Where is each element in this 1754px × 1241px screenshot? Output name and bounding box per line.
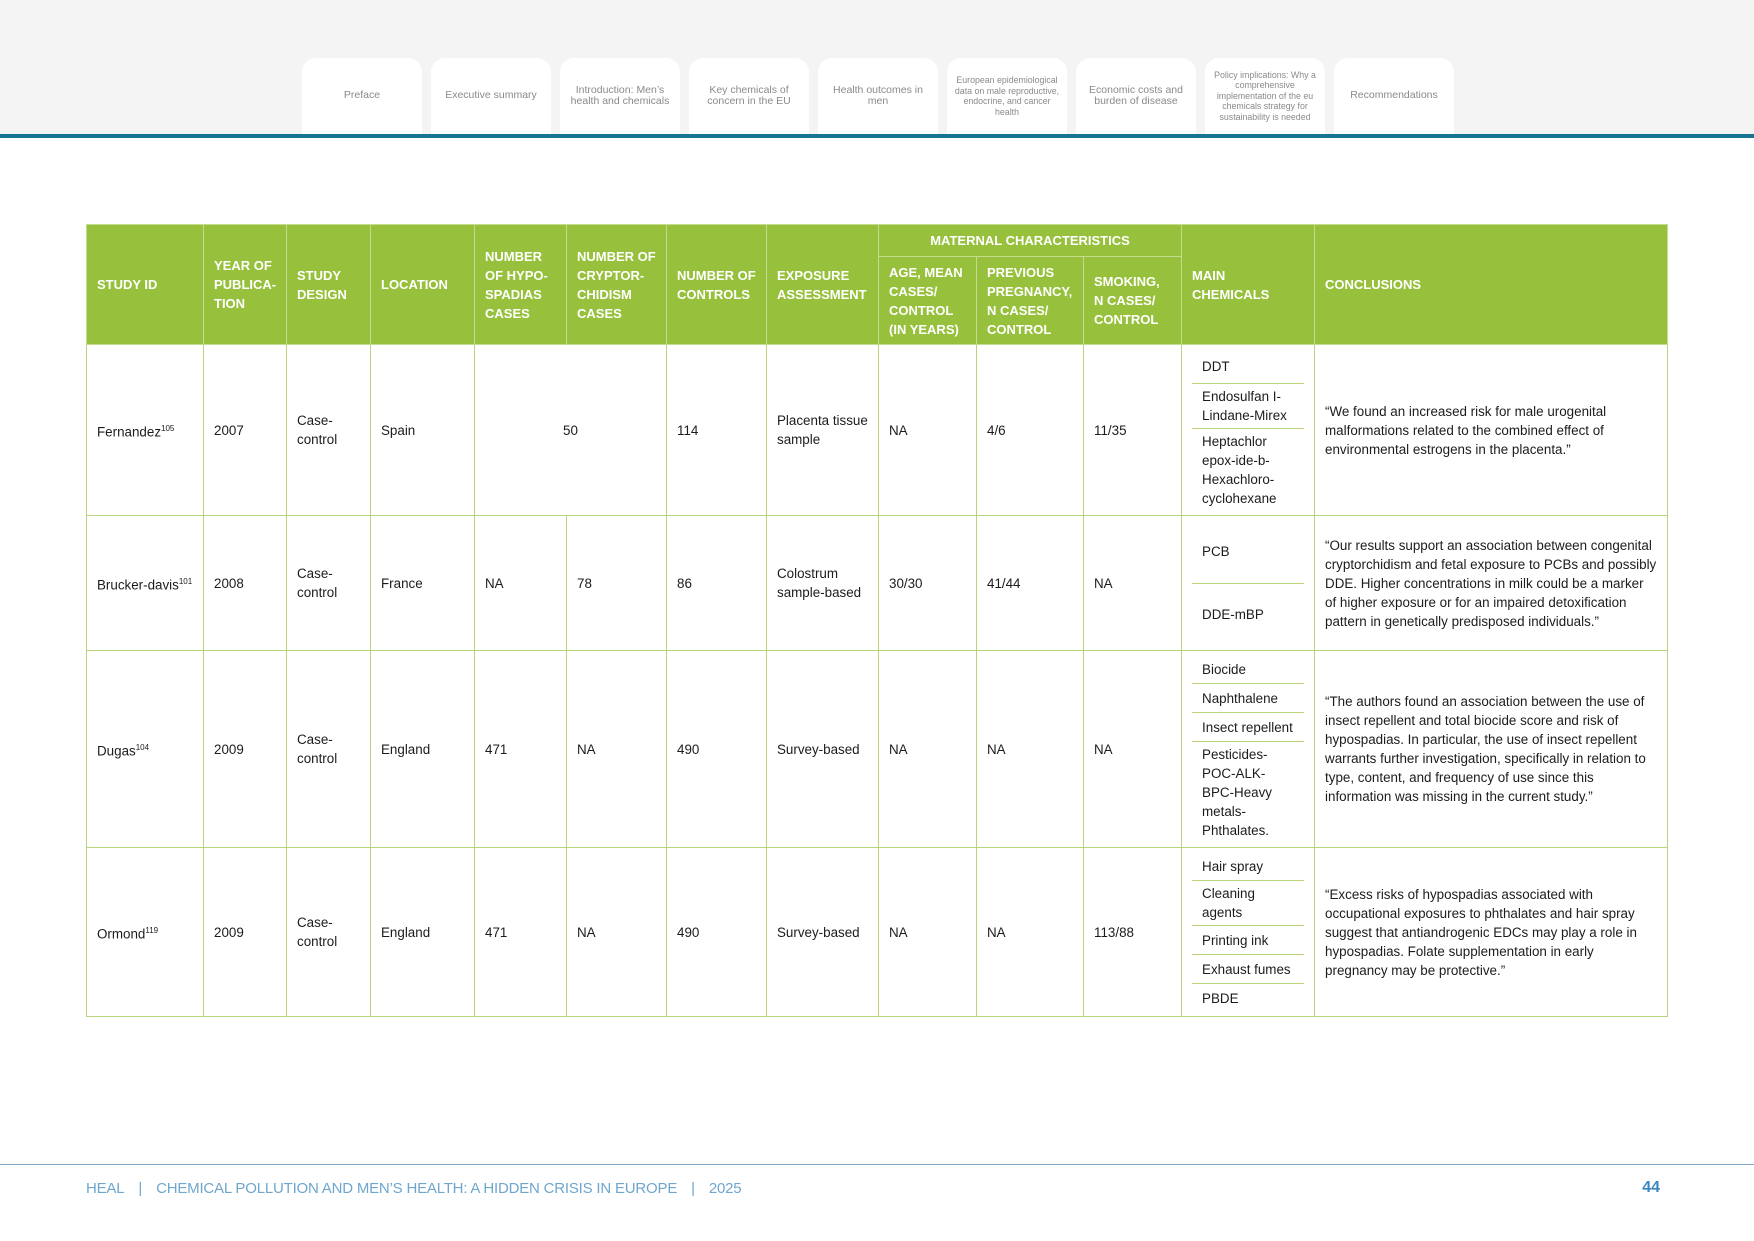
header-exposure: EXPOSURE ASSESSMENT (767, 225, 879, 345)
cell-design: Case-control (287, 651, 371, 848)
chemical-item: PCB (1192, 520, 1304, 584)
cell-year: 2007 (204, 345, 287, 516)
cell-age: NA (879, 651, 977, 848)
tab-chapter[interactable]: Health outcomes in men (818, 58, 938, 134)
chemical-list (1192, 520, 1304, 646)
cell-cryptorchidism: NA (567, 651, 667, 848)
table-row (87, 516, 1668, 651)
study-name: Dugas (97, 743, 136, 759)
header-location: LOCATION (371, 225, 475, 345)
cell-pregnancy: NA (977, 848, 1084, 1017)
chemical-list (1192, 349, 1304, 511)
cell-study-id (87, 345, 204, 516)
cell-hypospadias: 471 (475, 651, 567, 848)
chemical-item: Naphthalene (1192, 684, 1304, 713)
cell-hypospadias: 471 (475, 848, 567, 1017)
header-design: STUDY DESIGN (287, 225, 371, 345)
cell-chemicals (1182, 345, 1315, 516)
cell-location: France (371, 516, 475, 651)
chemical-item: Endosulfan I-Lindane-Mirex (1192, 384, 1304, 429)
cell-hypospadias: NA (475, 516, 567, 651)
header-conclusions: CONCLUSIONS (1315, 225, 1668, 345)
header-maternal-characteristics: MATERNAL CHARACTERISTICS (879, 225, 1182, 257)
cell-age: NA (879, 345, 977, 516)
cell-year: 2008 (204, 516, 287, 651)
page-number: 44 (1642, 1179, 1660, 1196)
footer-separator: | (138, 1180, 143, 1197)
header-study-id: STUDY ID (87, 225, 204, 345)
chemical-item: Hair spray (1192, 852, 1304, 881)
chapter-nav-bar (0, 0, 1754, 134)
footer-title: CHEMICAL POLLUTION AND MEN’S HEALTH: A HIDDEN CRISIS IN EUROPE (156, 1180, 678, 1197)
tab-chapter[interactable]: Policy implications: Why a comprehensive implementation of the eu chemicals strategy for sustainability is needed (1205, 58, 1325, 134)
chemical-item: Biocide (1192, 655, 1304, 684)
header-age: AGE, MEAN CASES/ CONTROL (IN YEARS) (879, 257, 977, 345)
cell-age: NA (879, 848, 977, 1017)
cell-location: Spain (371, 345, 475, 516)
chemical-item: Pesticides-POC-ALK-BPC-Heavy metals-Phthalates. (1202, 747, 1272, 838)
header-cryptorchidism: NUMBER OF CRYPTOR-CHIDISM CASES (567, 225, 667, 345)
footer-org: HEAL (86, 1180, 125, 1197)
footer (86, 1180, 741, 1197)
tab-chapter[interactable]: Economic costs and burden of disease (1076, 58, 1196, 134)
tab-chapter[interactable]: Introduction: Men’s health and chemicals (560, 58, 680, 134)
cell-smoking: 11/35 (1084, 345, 1182, 516)
study-name: Brucker-davis (97, 577, 179, 593)
cell-design: Case-control (287, 516, 371, 651)
study-name: Ormond (97, 926, 146, 942)
nav-divider (0, 134, 1754, 138)
cell-combined-cases: 50 (475, 345, 667, 516)
chemical-item: PBDE (1202, 990, 1239, 1006)
tab-chapter[interactable]: European epidemiological data on male reproductive, endocrine, and cancer health (947, 58, 1067, 134)
cell-pregnancy: 41/44 (977, 516, 1084, 651)
cell-controls: 490 (667, 848, 767, 1017)
header-hypospadias: NUMBER OF HYPO-SPADIAS CASES (475, 225, 567, 345)
footer-year: 2025 (708, 1180, 742, 1197)
cell-chemicals (1182, 651, 1315, 848)
reference-number: 104 (135, 742, 150, 752)
chemical-item: Exhaust fumes (1192, 955, 1304, 984)
header-year: YEAR OF PUBLICA-TION (204, 225, 287, 345)
tab-chapter[interactable]: Key chemicals of concern in the EU (689, 58, 809, 134)
chemical-item: Heptachlor epox-ide-b-Hexachloro-cyclohexane (1202, 434, 1277, 506)
cell-pregnancy: NA (977, 651, 1084, 848)
reference-number: 105 (161, 423, 175, 433)
cell-design: Case-control (287, 345, 371, 516)
cell-conclusion: “We found an increased risk for male urogenital malformations related to the combined effect of environmental estrogens in the placenta.” (1315, 345, 1668, 516)
header-pregnancy: PREVIOUS PREGNANCY, N CASES/ CONTROL (977, 257, 1084, 345)
header-chemicals: MAIN CHEMICALS (1182, 225, 1315, 345)
cell-controls: 490 (667, 651, 767, 848)
cell-cryptorchidism: NA (567, 848, 667, 1017)
cell-year: 2009 (204, 848, 287, 1017)
chemical-list (1192, 852, 1304, 1012)
chemical-item: DDT (1192, 349, 1304, 384)
reference-number: 101 (178, 576, 193, 586)
cell-study-id (87, 516, 204, 651)
chemical-list (1192, 655, 1304, 843)
cell-chemicals (1182, 848, 1315, 1017)
cell-smoking: NA (1084, 651, 1182, 848)
cell-exposure: Survey-based (767, 651, 879, 848)
tab-chapter[interactable]: Preface (302, 58, 422, 134)
chemical-item: Printing ink (1192, 926, 1304, 955)
cell-cryptorchidism: 78 (567, 516, 667, 651)
cell-conclusion: “The authors found an association between the use of insect repellent and total biocide score and risk of hypospadias. In particular, the use of insect repellent warrants further investigation, specifically in relation to type, content, and frequency of use since this information was missing in the current study.” (1315, 651, 1668, 848)
study-name: Fernandez (97, 424, 162, 440)
cell-study-id (87, 651, 204, 848)
chemical-item: Cleaning agents (1192, 881, 1304, 926)
cell-study-id (87, 848, 204, 1017)
cell-conclusion: “Our results support an association between congenital cryptorchidism and fetal exposure to PCBs and possibly DDE. Higher concentrations in milk could be a marker of higher exposure or for an impaired detoxification pattern in genetically predisposed individuals.” (1315, 516, 1668, 651)
cell-controls: 114 (667, 345, 767, 516)
footer-divider (0, 1164, 1754, 1165)
chapter-tabs (302, 58, 1454, 134)
cell-location: England (371, 848, 475, 1017)
cell-smoking: 113/88 (1084, 848, 1182, 1017)
cell-age: 30/30 (879, 516, 977, 651)
chemical-item: Insect repellent (1192, 713, 1304, 742)
cell-controls: 86 (667, 516, 767, 651)
header-smoking: SMOKING, N CASES/ CONTROL (1084, 257, 1182, 345)
table-row (87, 651, 1668, 848)
tab-chapter[interactable]: Executive summary (431, 58, 551, 134)
cell-exposure: Placenta tissue sample (767, 345, 879, 516)
tab-chapter[interactable]: Recommendations (1334, 58, 1454, 134)
cell-exposure: Survey-based (767, 848, 879, 1017)
table-row (87, 848, 1668, 1017)
chemical-item: DDE-mBP (1202, 607, 1264, 623)
footer-separator: | (691, 1180, 695, 1197)
cell-design: Case-control (287, 848, 371, 1017)
cell-location: England (371, 651, 475, 848)
header-controls: NUMBER OF CONTROLS (667, 225, 767, 345)
cell-year: 2009 (204, 651, 287, 848)
study-table (86, 224, 1668, 1017)
cell-conclusion: “Excess risks of hypospadias associated with occupational exposures to phthalates and hair spray suggest that antiandrogenic EDCs may play a role in hypospadias. Folate supplementation in early pregnancy may be protective.” (1315, 848, 1668, 1017)
cell-pregnancy: 4/6 (977, 345, 1084, 516)
table-row (87, 345, 1668, 516)
cell-smoking: NA (1084, 516, 1182, 651)
cell-exposure: Colostrum sample-based (767, 516, 879, 651)
reference-number: 119 (145, 925, 159, 935)
cell-chemicals (1182, 516, 1315, 651)
